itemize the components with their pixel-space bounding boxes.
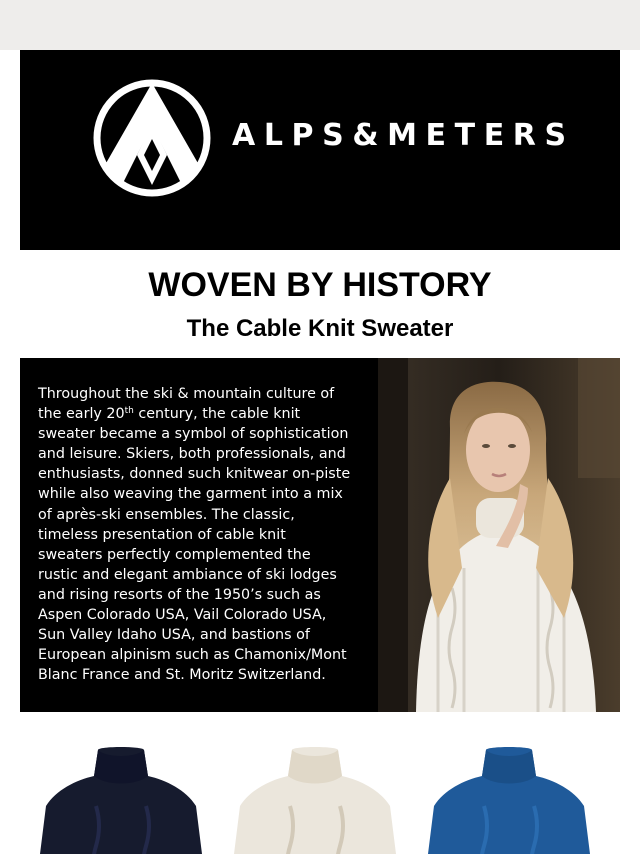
story-text xyxy=(38,384,383,685)
story-line: of après-ski ensembles. The classic, xyxy=(38,506,295,523)
story-line: Blanc France and St. Moritz Switzerland. xyxy=(38,667,326,684)
brand-wordmark: ALPS&METERS xyxy=(232,118,575,153)
product-blue-sweater[interactable] xyxy=(424,746,594,854)
mountain-circle-logo-icon xyxy=(93,79,211,197)
model-photo xyxy=(378,358,620,712)
product-navy-sweater[interactable] xyxy=(36,746,206,854)
story-line: the early 20th century, the cable knit xyxy=(38,406,301,423)
story-banner xyxy=(20,358,620,712)
story-line: and leisure. Skiers, both professionals, and xyxy=(38,446,346,463)
product-cream-sweater[interactable] xyxy=(230,746,400,854)
story-line: Sun Valley Idaho USA, and bastions of xyxy=(38,627,310,644)
story-line: sweater became a symbol of sophistication xyxy=(38,426,349,443)
ordinal-suffix: th xyxy=(124,406,134,417)
story-line: rustic and elegant ambiance of ski lodges xyxy=(38,566,337,583)
page-subtitle: The Cable Knit Sweater xyxy=(186,315,454,342)
story-line: while also weaving the garment into a mix xyxy=(38,486,343,503)
preheader-bar xyxy=(0,0,640,50)
story-line: European alpinism such as Chamonix/Mont xyxy=(38,647,347,664)
product-row xyxy=(0,730,640,854)
story-line: Aspen Colorado USA, Vail Colorado USA, xyxy=(38,607,327,624)
story-line: timeless presentation of cable knit xyxy=(38,526,286,543)
brand-banner[interactable] xyxy=(20,50,620,250)
story-line: enthusiasts, donned such knitwear on-piste xyxy=(38,466,351,483)
story-line: sweaters perfectly complemented the xyxy=(38,546,311,563)
story-line: Throughout the ski & mountain culture of xyxy=(38,386,335,402)
page-title: WOVEN BY HISTORY xyxy=(148,266,492,304)
story-line: and rising resorts of the 1950’s such as xyxy=(38,586,321,603)
